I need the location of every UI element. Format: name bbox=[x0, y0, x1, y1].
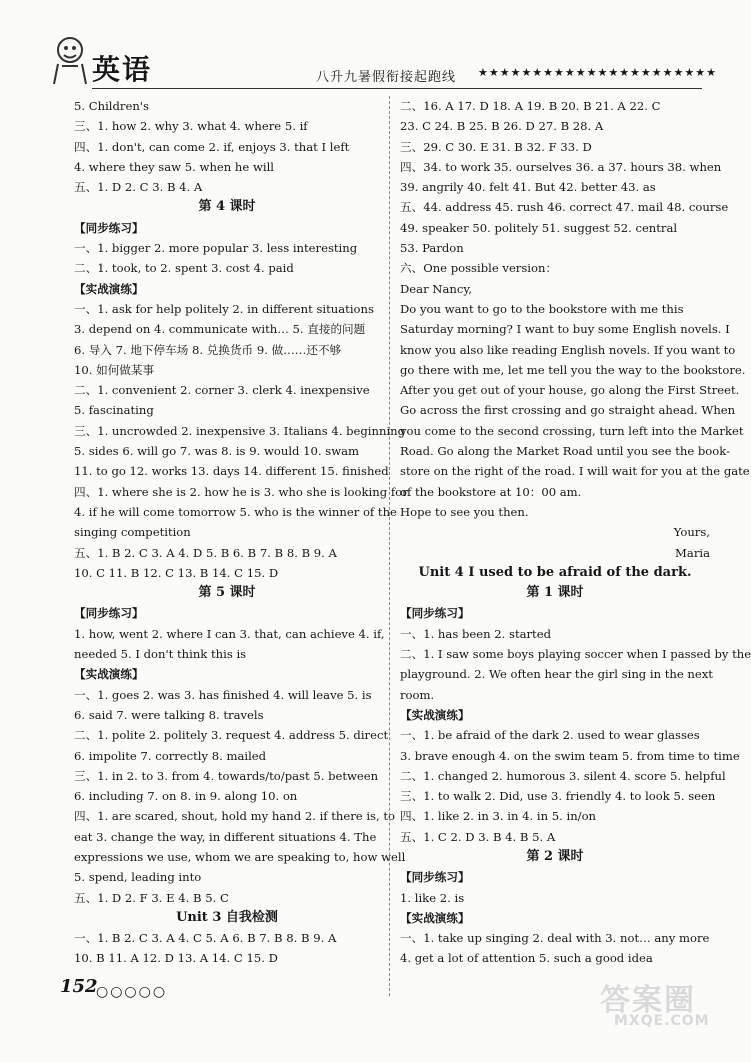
answer-line: 第 5 课时 bbox=[198, 585, 256, 601]
cartoon-logo-icon bbox=[48, 30, 92, 86]
answer-line: playground. 2. We often hear the girl sing in the next bbox=[400, 667, 713, 682]
watermark-url: MXQE.COM bbox=[614, 1013, 710, 1029]
answer-line: 4. if he will come tomorrow 5. who is the winner of the bbox=[74, 504, 397, 519]
answer-line: Dear Nancy, bbox=[400, 281, 473, 296]
answer-line: 10. 如何做某事 bbox=[74, 362, 155, 377]
answer-line: 二、1. convenient 2. corner 3. clerk 4. inexpensive bbox=[74, 383, 370, 398]
answer-line: 6. 导入 7. 地下停车场 8. 兑换货币 9. 做……还不够 bbox=[74, 342, 342, 357]
page-header bbox=[0, 0, 750, 98]
answer-line: 23. C 24. B 25. B 26. D 27. B 28. A bbox=[400, 119, 604, 134]
answer-line: Maria bbox=[675, 545, 710, 560]
answer-line: know you also like reading English novels. If you want to bbox=[400, 342, 736, 357]
answer-line: 5. fascinating bbox=[74, 403, 154, 418]
answer-line: 4. where they saw 5. when he will bbox=[74, 159, 274, 174]
answer-line: 一、1. goes 2. was 3. has finished 4. will leave 5. is bbox=[74, 687, 372, 702]
answer-line: 【实战演练】 bbox=[400, 910, 470, 925]
answer-line: 五、1. D 2. C 3. B 4. A bbox=[74, 180, 203, 195]
answer-line: 1. like 2. is bbox=[400, 890, 465, 905]
answer-line: 二、16. A 17. D 18. A 19. B 20. B 21. A 22. C bbox=[400, 99, 661, 113]
answer-line: Road. Go along the Market Road until you see the book- bbox=[400, 444, 730, 459]
answer-line: 第 1 课时 bbox=[526, 585, 584, 601]
answer-line: 6. impolite 7. correctly 8. mailed bbox=[74, 748, 267, 763]
answer-line: 二、1. took, to 2. spent 3. cost 4. paid bbox=[74, 261, 294, 276]
answer-line: Go across the first crossing and go straight ahead. When bbox=[400, 403, 736, 418]
star-row: ★★★★★★★★★★★★★★★★★★★★★★ bbox=[478, 66, 717, 79]
answer-line: 10. C 11. B 12. C 13. B 14. C 15. D bbox=[74, 565, 279, 580]
answer-line: 53. Pardon bbox=[400, 241, 464, 256]
answer-line: 4. get a lot of attention 5. such a good idea bbox=[400, 951, 653, 966]
answer-line: 五、1. C 2. D 3. B 4. B 5. A bbox=[400, 829, 556, 844]
answer-line: 【实战演练】 bbox=[400, 707, 470, 722]
answer-line: 一、1. take up singing 2. deal with 3. not… any more bbox=[400, 931, 710, 946]
page-number: 152 bbox=[60, 976, 98, 997]
answer-line: 11. to go 12. works 13. days 14. different 15. finished bbox=[74, 464, 389, 479]
answer-line: Saturday morning? I want to buy some English novels. I bbox=[400, 322, 730, 337]
watermark bbox=[600, 975, 710, 1029]
footer-circles-decoration: ○○○○○ bbox=[96, 984, 168, 1000]
answer-line: 6. including 7. on 8. in 9. along 10. on bbox=[74, 789, 298, 804]
answer-line: 三、1. to walk 2. Did, use 3. friendly 4. to look 5. seen bbox=[400, 789, 716, 804]
logo-title: 英语 bbox=[92, 53, 153, 86]
header-rule bbox=[92, 88, 702, 89]
answer-line: 1. how, went 2. where I can 3. that, can achieve 4. if, bbox=[74, 626, 385, 641]
answer-line: 【实战演练】 bbox=[74, 281, 144, 296]
left-column bbox=[74, 96, 408, 969]
answer-line: you come to the second crossing, turn left into the Market bbox=[400, 423, 744, 438]
right-column bbox=[400, 96, 751, 969]
series-tagline: 八升九暑假衔接起跑线 bbox=[316, 70, 457, 85]
answer-line: Do you want to go to the bookstore with me this bbox=[400, 301, 684, 316]
answer-line: 39. angrily 40. felt 41. But 42. better 43. as bbox=[400, 180, 656, 195]
answer-line: 5. sides 6. will go 7. was 8. is 9. would 10. swam bbox=[74, 444, 360, 459]
answer-line: 二、1. I saw some boys playing soccer when I passed by the bbox=[400, 647, 751, 662]
answer-line: 3. brave enough 4. on the swim team 5. from time to time bbox=[400, 748, 740, 763]
answer-line: 一、1. B 2. C 3. A 4. C 5. A 6. B 7. B 8. B 9. A bbox=[74, 931, 337, 946]
answer-line: 【同步练习】 bbox=[74, 606, 144, 621]
answer-line: go there with me, let me tell you the way to the bookstore. bbox=[400, 362, 746, 377]
answer-line: Unit 4 I used to be afraid of the dark. bbox=[418, 564, 692, 580]
answer-line: 三、1. in 2. to 3. from 4. towards/to/past 5. between bbox=[74, 768, 379, 783]
answer-line: Hope to see you then. bbox=[400, 504, 529, 519]
answer-line: Unit 3 自我检测 bbox=[176, 909, 278, 925]
answer-line: 第 4 课时 bbox=[198, 199, 256, 215]
answer-line: 五、1. D 2. F 3. E 4. B 5. C bbox=[74, 890, 229, 905]
answer-line: singing competition bbox=[74, 525, 191, 540]
answer-line: 5. Children's bbox=[74, 99, 149, 113]
answer-line: 一、1. ask for help politely 2. in different situations bbox=[74, 301, 374, 316]
answer-line: 一、1. bigger 2. more popular 3. less interesting bbox=[74, 241, 358, 256]
answer-line: eat 3. change the way, in different situations 4. The bbox=[74, 829, 377, 844]
answer-line: Yours, bbox=[673, 525, 710, 540]
answer-line: 四、1. like 2. in 3. in 4. in 5. in/on bbox=[400, 809, 597, 824]
answer-line: 【同步练习】 bbox=[74, 220, 144, 235]
answer-line: 三、29. C 30. E 31. B 32. F 33. D bbox=[400, 139, 592, 154]
answer-line: 二、1. polite 2. politely 3. request 4. address 5. direct bbox=[74, 728, 389, 743]
answer-line: 五、44. address 45. rush 46. correct 47. mail 48. course bbox=[400, 200, 729, 215]
answer-line: 四、1. are scared, shout, hold my hand 2. if there is, to bbox=[74, 809, 395, 824]
answer-line: 一、1. be afraid of the dark 2. used to wear glasses bbox=[400, 728, 700, 743]
watermark-logo-text: 答案圈 bbox=[600, 983, 696, 1018]
answer-line: 四、1. where she is 2. how he is 3. who she is looking for bbox=[74, 484, 408, 499]
answer-line: 【同步练习】 bbox=[400, 606, 470, 621]
answer-line: of the bookstore at 10：00 am. bbox=[400, 484, 582, 499]
answer-line: 四、34. to work 35. ourselves 36. a 37. hours 38. when bbox=[400, 159, 722, 174]
answer-line: After you get out of your house, go along the First Street. bbox=[400, 383, 740, 398]
answer-line: 10. B 11. A 12. D 13. A 14. C 15. D bbox=[74, 951, 278, 966]
answer-line: 5. spend, leading into bbox=[74, 870, 202, 885]
answer-line: room. bbox=[400, 687, 435, 702]
answer-line: 6. said 7. were talking 8. travels bbox=[74, 707, 264, 722]
answer-line: 五、1. B 2. C 3. A 4. D 5. B 6. B 7. B 8. B 9. A bbox=[74, 545, 337, 560]
answer-line: 三、1. how 2. why 3. what 4. where 5. if bbox=[74, 119, 308, 134]
answer-line: 【实战演练】 bbox=[74, 667, 144, 682]
answer-line: 二、1. changed 2. humorous 3. silent 4. score 5. helpful bbox=[400, 768, 726, 783]
answer-line: 三、1. uncrowded 2. inexpensive 3. Italians 4. beginning bbox=[74, 423, 406, 438]
answer-line: 一、1. has been 2. started bbox=[400, 626, 551, 641]
answer-line: 3. depend on 4. communicate with… 5. 直接的问题 bbox=[74, 322, 366, 337]
answer-line: store on the right of the road. I will wait for you at the gate bbox=[400, 464, 750, 479]
answer-line: 【同步练习】 bbox=[400, 870, 470, 885]
answer-line: 六、One possible version： bbox=[400, 261, 558, 276]
answer-line: 四、1. don't, can come 2. if, enjoys 3. that I left bbox=[74, 139, 350, 154]
column-divider bbox=[389, 96, 390, 996]
answer-line: expressions we use, whom we are speaking to, how well bbox=[74, 849, 406, 864]
answer-line: 第 2 课时 bbox=[526, 848, 584, 864]
answer-line: needed 5. I don't think this is bbox=[74, 647, 247, 662]
answer-line: 49. speaker 50. politely 51. suggest 52. central bbox=[400, 220, 678, 235]
